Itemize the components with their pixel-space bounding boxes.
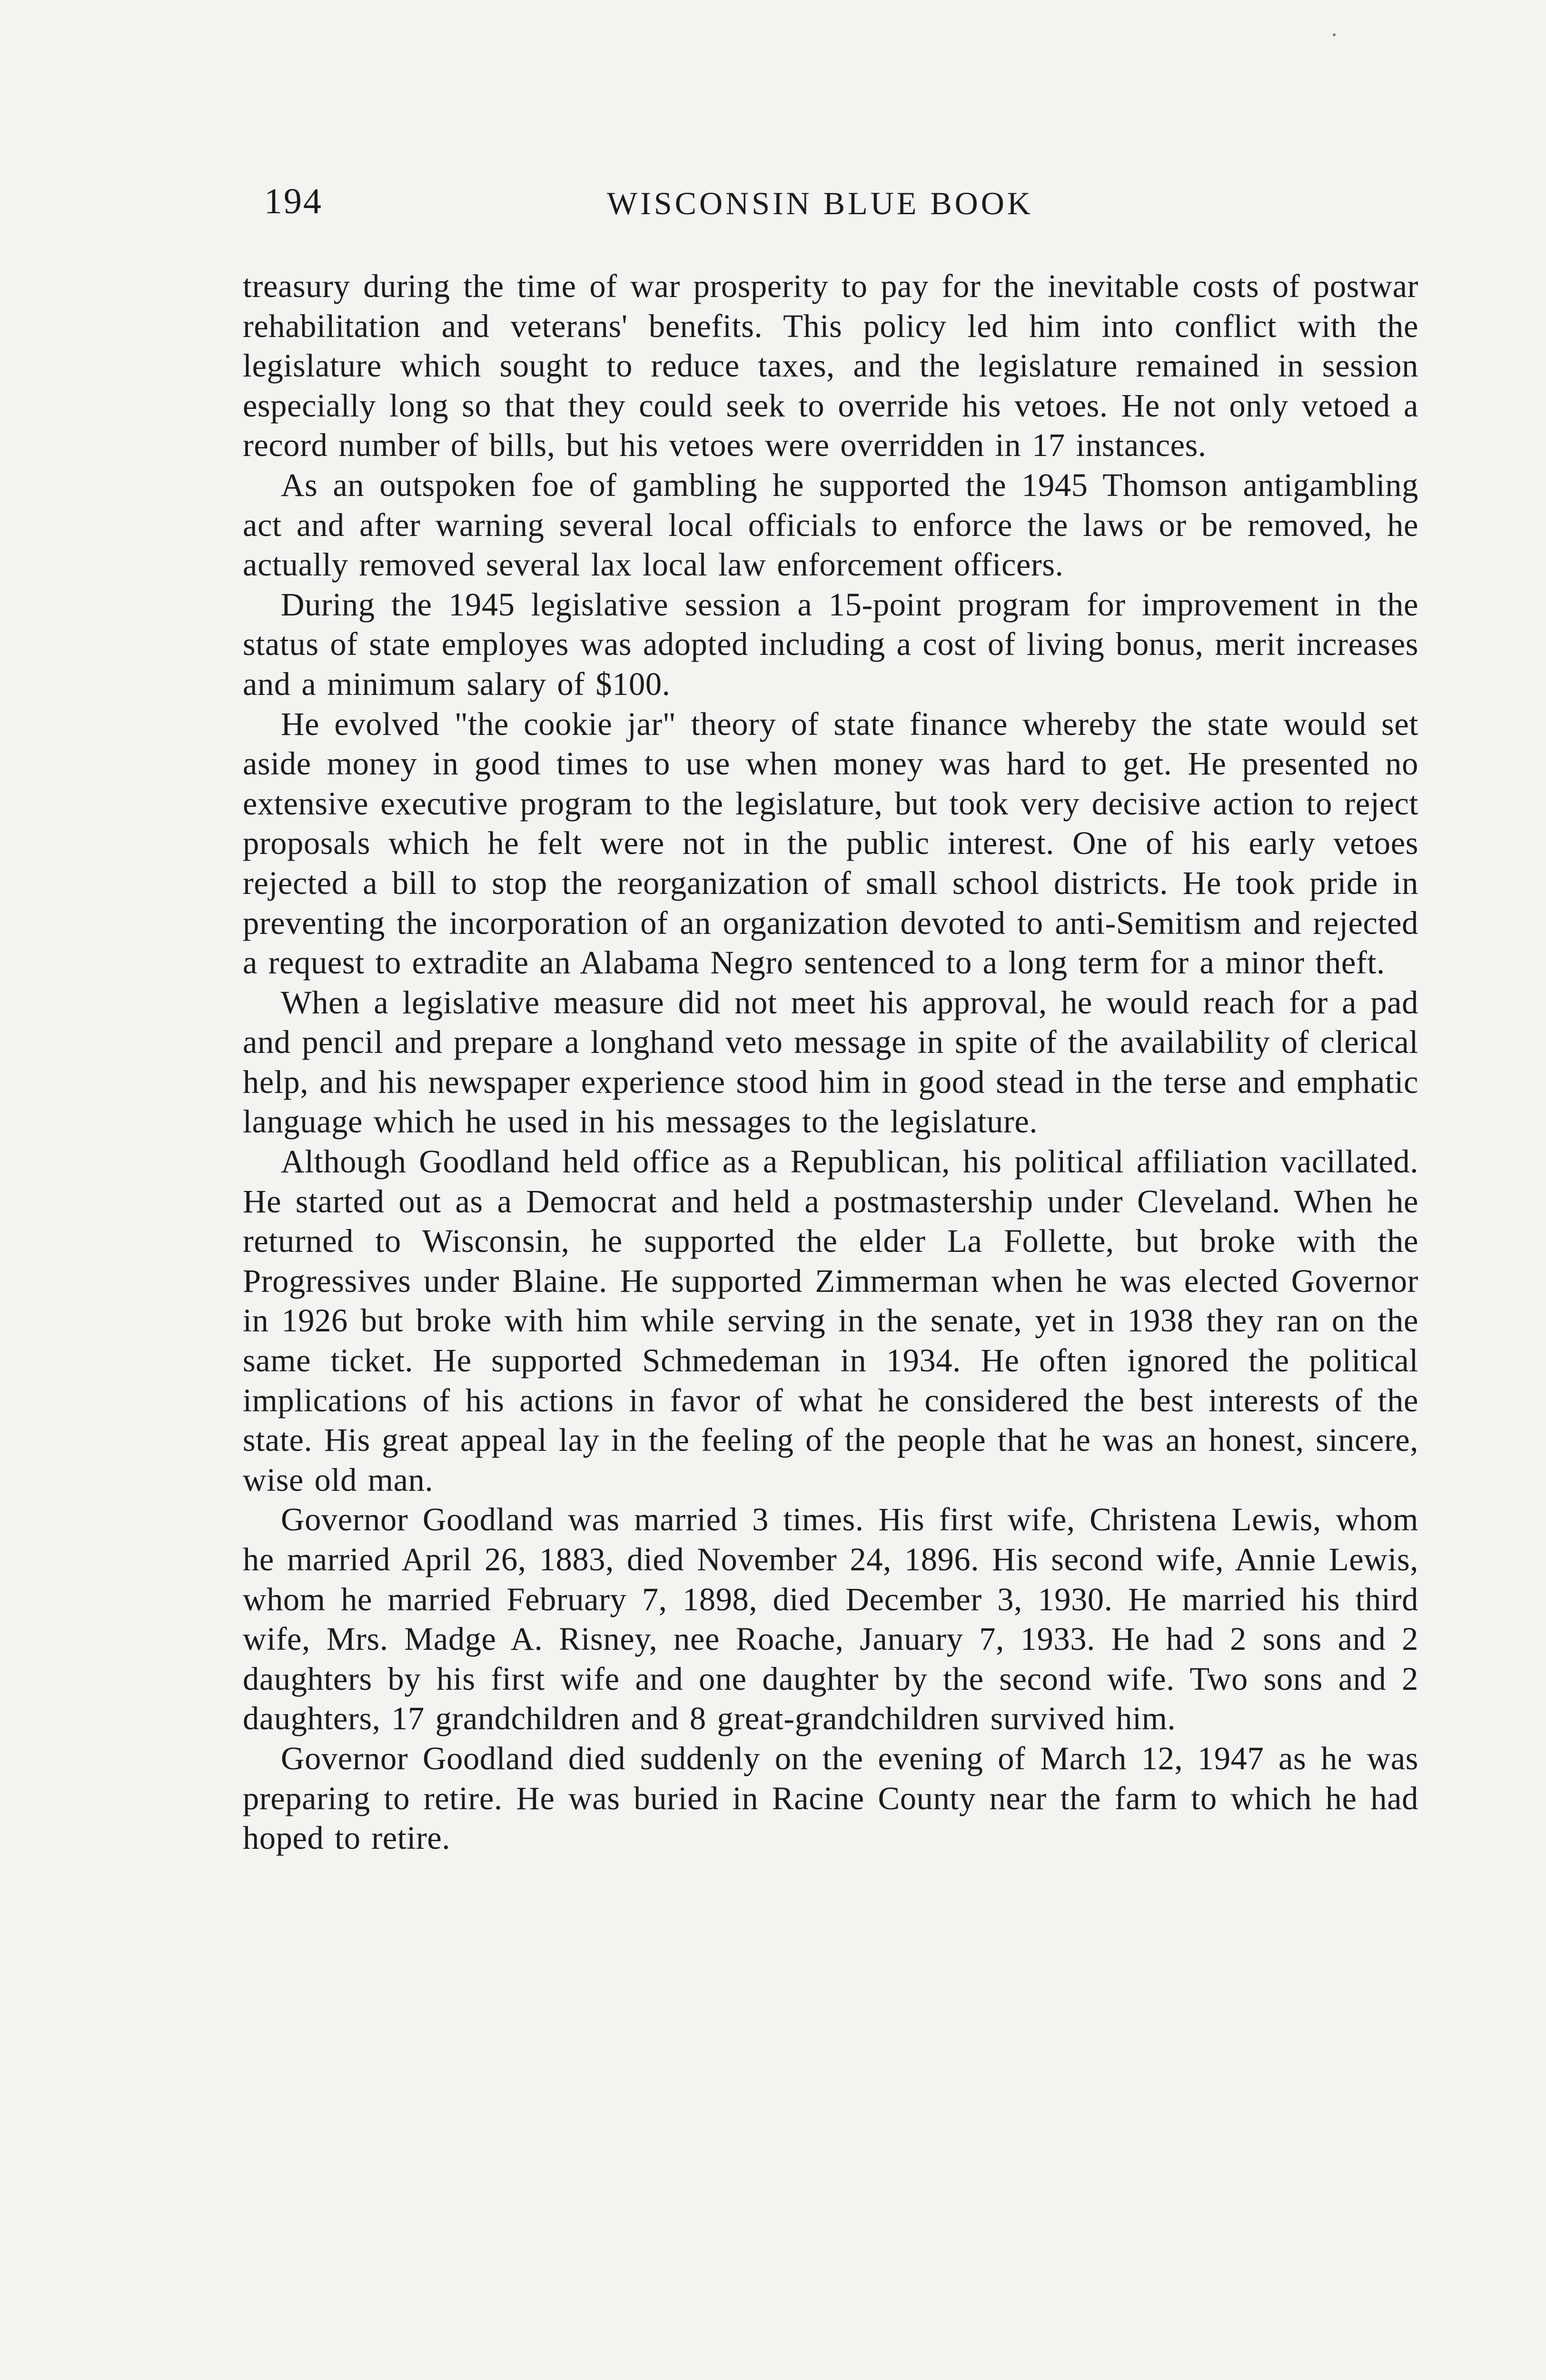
- paragraph-veto-messages: When a legislative measure did not meet his approval, he would reach for a pad and pencil and prepare a longhand veto message in spite of the availability of clerical help, and his newspaper experience stood him in good stead in the terse and emphatic language which he used in his messages to the legislature.: [243, 984, 1418, 1140]
- paragraph-cookie-jar: He evolved "the cookie jar" theory of state finance whereby the state would set aside money in good times to use when money was hard to get. He presented no extensive executive program to the legislature, but took very decisive action to reject proposals which he felt were not in the public interest. One of his early vetoes rejected a bill to stop the reorganization of small school districts. He took pride in preventing the incorporation of an organization devoted to anti-Semitism and rejected a request to extradite an Alabama Negro sentenced to a long term for a minor theft.: [243, 705, 1418, 981]
- paragraph-state-employes: During the 1945 legislative session a 15-point program for improvement in the status of state employes was adopted including a cost of living bonus, merit increases and a minimum salary of $100.: [243, 586, 1418, 702]
- paragraph-continued: treasury during the time of war prosperity to pay for the inevitable costs of postwar rehabilitation and veterans' benefits. This policy led him into conflict with the legislature which sought to reduce taxes, and the legislature remained in session especially long so that they could seek to override his vetoes. He not only vetoed a record number of bills, but his vetoes were overridden in 17 instances.: [243, 268, 1418, 464]
- running-head: WISCONSIN BLUE BOOK: [607, 185, 1033, 221]
- page-header: [264, 181, 1454, 238]
- body-text: [243, 267, 1418, 1858]
- paragraph-gambling: As an outspoken foe of gambling he supported the 1945 Thomson antigambling act and after warning several local officials to enforce the laws or be removed, he actually removed several lax local law enforcement officers.: [243, 466, 1418, 583]
- paragraph-marriages: Governor Goodland was married 3 times. His first wife, Christena Lewis, whom he married April 26, 1883, died November 24, 1896. His second wife, Annie Lewis, whom he married February 7, 1898, died December 3, 1930. He married his third wife, Mrs. Madge A. Risney, nee Roache, January 7, 1933. He had 2 sons and 2 daughters by his first wife and one daughter by the second wife. Two sons and 2 daughters, 17 grandchildren and 8 great-grandchildren survived him.: [243, 1501, 1418, 1737]
- paragraph-death: Governor Goodland died suddenly on the evening of March 12, 1947 as he was preparing to retire. He was buried in Racine County near the farm to which he had hoped to retire.: [243, 1740, 1418, 1856]
- page-number: 194: [264, 181, 323, 221]
- paragraph-political-affiliation: Although Goodland held office as a Republican, his political affiliation vacillated. He started out as a Democrat and held a postmastership under Cleveland. When he returned to Wisconsin, he supported the elder La Follette, but broke with the Progressives under Blaine. He supported Zimmerman when he was elected Governor in 1926 but broke with him while serving in the senate, yet in 1938 they ran on the same ticket. He supported Schmedeman in 1934. He often ignored the political implications of his actions in favor of what he considered the best interests of the state. His great appeal lay in the feeling of the people that he was an honest, sincere, wise old man.: [243, 1143, 1418, 1498]
- scan-speck: [1333, 33, 1336, 36]
